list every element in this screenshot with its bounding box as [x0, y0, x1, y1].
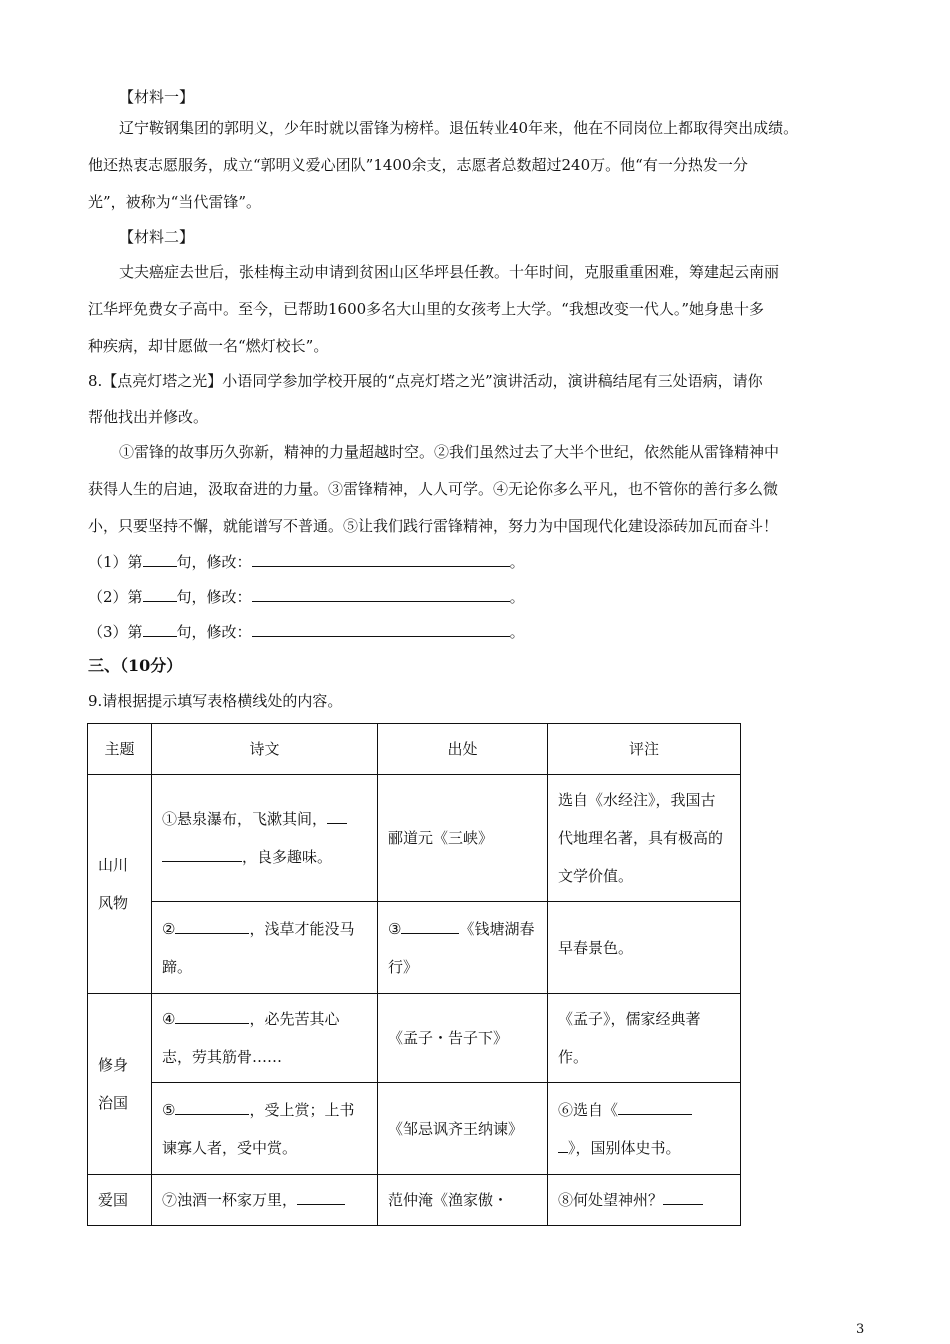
header-note: 评注	[548, 724, 741, 775]
section-3-title: 三、（10分）	[88, 656, 183, 675]
r4-source: 《邹忌讽齐王纳谏》	[378, 1083, 548, 1175]
material1-line-2: 他还热衷志愿服务，成立“郭明义爱心团队”1400余支，志愿者总数超过240万。他“有一分热发一分	[88, 156, 748, 174]
fill-blank[interactable]	[618, 1100, 692, 1115]
fill-blank[interactable]	[175, 1100, 249, 1115]
r1-source: 郦道元《三峡》	[378, 775, 548, 902]
fill-blank[interactable]	[558, 1138, 568, 1153]
theme-governance: 修身 治国	[88, 994, 152, 1175]
sentence-number-blank[interactable]	[143, 552, 177, 567]
r1-note: 选自《水经注》，我国古代地理名著，具有极高的文学价值。	[548, 775, 741, 902]
material2-heading: 【材料二】	[119, 228, 195, 246]
q8-passage-line-1: ①雷锋的故事历久弥新，精神的力量超越时空。②我们虽然过去了大半个世纪，依然能从雷锋精神中	[119, 443, 780, 461]
q8-answer-1: （1）第 句，修改： 。	[88, 553, 525, 571]
q8-passage-line-3: 小，只要坚持不懈，就能谱写不普通。⑤让我们践行雷锋精神，努力为中国现代化建设添砖加瓦而奋斗！	[88, 517, 779, 535]
r5-note: ⑧何处望神州？	[548, 1175, 741, 1226]
r1-poem: ①悬泉瀑布，飞漱其间， ，良多趣味。	[152, 775, 378, 902]
r4-note: ⑥选自《 》，国别体史书。	[548, 1083, 741, 1175]
r5-source: 范仲淹《渔家傲・	[378, 1175, 548, 1226]
revision-blank[interactable]	[252, 552, 510, 567]
material2-line-2: 江华坪免费女子高中。至今，已帮助1600多名大山里的女孩考上大学。“我想改变一代人。”她身患十多	[88, 300, 765, 318]
q9-prompt: 9.请根据提示填写表格横线处的内容。	[88, 692, 343, 710]
q8-answer-2: （2）第 句，修改： 。	[88, 588, 525, 606]
poetry-table	[87, 723, 741, 1226]
header-theme: 主题	[88, 724, 152, 775]
r3-note: 《孟子》，儒家经典著作。	[548, 994, 741, 1083]
sentence-number-blank[interactable]	[143, 587, 177, 602]
material1-line-3: 光”，被称为“当代雷锋”。	[88, 193, 262, 211]
r3-source: 《孟子・告子下》	[378, 994, 548, 1083]
material1-line-1: 辽宁鞍钢集团的郭明义，少年时就以雷锋为榜样。退伍转业40年来，他在不同岗位上都取得突出成绩。	[119, 119, 799, 137]
fill-blank[interactable]	[175, 1009, 249, 1024]
fill-blank[interactable]	[175, 919, 249, 934]
fill-blank[interactable]	[327, 809, 347, 824]
fill-blank[interactable]	[297, 1190, 345, 1205]
fill-blank[interactable]	[162, 847, 242, 862]
revision-blank[interactable]	[252, 587, 510, 602]
header-poem: 诗文	[152, 724, 378, 775]
r2-source: ③ 《钱塘湖春行》	[378, 902, 548, 994]
q8-prompt-line-1: 8.【点亮灯塔之光】小语同学参加学校开展的“点亮灯塔之光”演讲活动，演讲稿结尾有三处语病，请你	[88, 372, 763, 390]
header-source: 出处	[378, 724, 548, 775]
material2-line-1: 丈夫癌症去世后，张桂梅主动申请到贫困山区华坪县任教。十年时间，克服重重困难，筹建起云南丽	[119, 263, 780, 281]
sentence-number-blank[interactable]	[143, 622, 177, 637]
r2-poem: ② ，浅草才能没马蹄。	[152, 902, 378, 994]
q8-passage-line-2: 获得人生的启迪，汲取奋进的力量。③雷锋精神，人人可学。④无论你多么平凡，也不管你的善行多么微	[88, 480, 779, 498]
revision-blank[interactable]	[252, 622, 510, 637]
r5-poem: ⑦浊酒一杯家万里，	[152, 1175, 378, 1226]
theme-patriotism: 爱国	[88, 1175, 152, 1226]
fill-blank[interactable]	[663, 1190, 703, 1205]
material1-heading: 【材料一】	[119, 88, 195, 106]
r3-poem: ④ ，必先苦其心志，劳其筋骨……	[152, 994, 378, 1083]
q8-answer-3: （3）第 句，修改： 。	[88, 623, 525, 641]
material2-line-3: 种疾病，却甘愿做一名“燃灯校长”。	[88, 337, 329, 355]
fill-blank[interactable]	[401, 919, 459, 934]
q8-prompt-line-2: 帮他找出并修改。	[88, 408, 209, 426]
page-number: 3	[856, 1322, 865, 1337]
r4-poem: ⑤ ，受上赏；上书谏寡人者，受中赏。	[152, 1083, 378, 1175]
theme-landscape: 山川 风物	[88, 775, 152, 994]
r2-note: 早春景色。	[548, 902, 741, 994]
